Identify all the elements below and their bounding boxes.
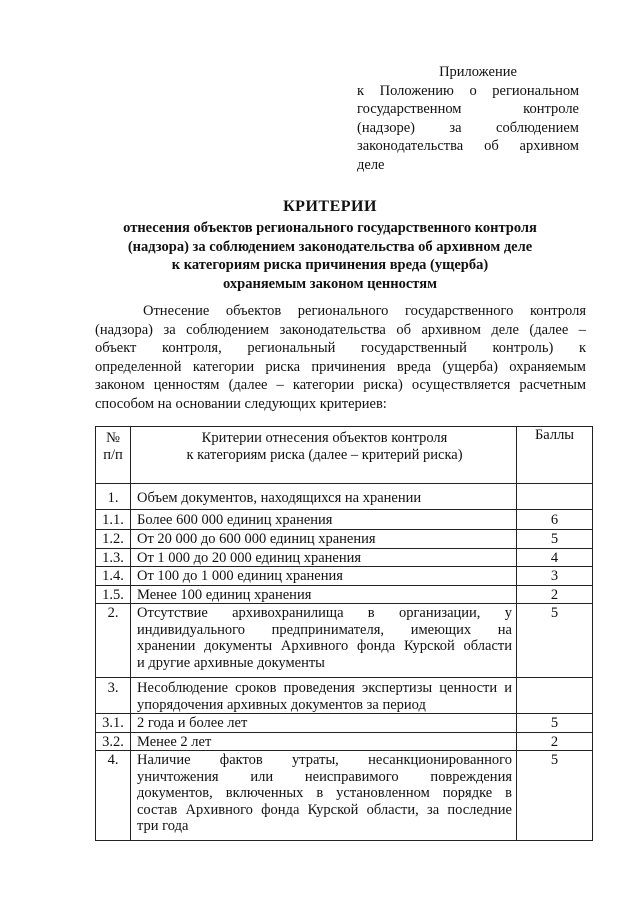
row-number-cell: 1.5. [96,585,131,604]
intro-line: (надзора) за соблюдением законодательства об архивном деле (далее – [95,321,586,338]
row-criteria-cell [131,732,517,751]
row-number-cell: 1. [96,484,131,510]
row-criteria-cell [131,510,517,530]
table-header-row [96,427,593,484]
intro-line: объект контроля, региональный государственный контроль) к [95,340,586,356]
criteria-text-line: упорядочения архивных документов за период [137,696,426,713]
table-row [96,510,593,530]
row-criteria-cell [131,585,517,604]
criteria-text-line: индивидуального предпринимателя, имеющих на [137,621,512,638]
row-points-cell: 6 [517,510,593,530]
title-line: к категориям риска причинения вреда (ущерба) [171,257,489,274]
intro-line: определенной категории риска причинения вреда (ущерба) охраняемым [95,358,586,375]
row-criteria-cell [131,714,517,733]
title-line: охраняемым законом ценностям [223,275,437,292]
appendix-line: государственном контроле [357,101,579,118]
table-row [96,604,593,678]
intro-line: способом на основании следующих критериев: [95,395,387,412]
row-points-cell: 2 [517,585,593,604]
appendix-line: (надзоре) за соблюдением [357,119,579,136]
row-number-cell: 4. [96,751,131,841]
criteria-text-line: Объем документов, находящихся на хранении [137,490,422,506]
title-line: отнесения объектов регионального государственного контроля [123,220,537,237]
row-points-cell: 2 [517,732,593,751]
criteria-text-line: Менее 2 лет [137,733,212,750]
header-num-cell [96,427,131,484]
title-line: (надзора) за соблюдением законодательства об архивном деле [127,238,533,255]
table-row [96,585,593,604]
criteria-text-line: состав Архивного фонда Курской области, за последние [137,801,512,818]
header-num-line: п/п [103,446,123,463]
header-criteria-line: к категориям риска (далее – критерий риска) [186,446,463,463]
criteria-text-line: От 1 000 до 20 000 единиц хранения [137,549,362,566]
criteria-text-line: 2 года и более лет [137,715,248,731]
criteria-text-line: Менее 100 единиц хранения [137,586,312,603]
row-points-cell [517,484,593,510]
criteria-table [95,426,593,841]
appendix-block [357,63,579,175]
intro-line: законом ценностям (далее – категории риска) осуществляется расчетным [95,377,586,393]
row-points-cell: 5 [517,751,593,841]
header-num-line: № [106,430,120,446]
row-criteria-cell [131,678,517,714]
criteria-text-line: Наличие фактов утраты, несанкционированного [137,752,512,768]
row-criteria-cell [131,751,517,841]
row-number-cell: 2. [96,604,131,678]
row-criteria-cell [131,548,517,567]
table-row [96,678,593,714]
row-number-cell: 1.1. [96,510,131,530]
criteria-text-line: От 100 до 1 000 единиц хранения [137,568,343,584]
row-points-cell: 5 [517,530,593,549]
appendix-line: к Положению о региональном [357,82,579,99]
criteria-text-line: хранении документы Архивного фонда Курской области [137,638,512,654]
row-number-cell: 1.4. [96,567,131,586]
row-points-cell [517,678,593,714]
table-row [96,530,593,549]
table-row [96,484,593,510]
table-row [96,732,593,751]
criteria-text-line: документов, включенных в установленном порядке в [137,785,512,801]
header-criteria-cell [131,427,517,484]
header-points-cell: Баллы [517,427,593,484]
row-points-cell: 4 [517,548,593,567]
row-number-cell: 3.2. [96,732,131,751]
table-row [96,567,593,586]
header-criteria-line: Критерии отнесения объектов контроля [201,430,448,446]
row-criteria-cell [131,567,517,586]
row-number-cell: 3. [96,678,131,714]
criteria-text-line: От 20 000 до 600 000 единиц хранения [137,531,376,547]
table-row [96,714,593,733]
table-row [96,548,593,567]
criteria-text-line: уничтожения или неисправимого повреждения [137,768,512,785]
row-criteria-cell [131,604,517,678]
criteria-text-line: Отсутствие архивохранилища в организации, у [137,605,512,621]
document-title [60,198,600,293]
row-number-cell: 3.1. [96,714,131,733]
appendix-heading: Приложение [439,64,517,80]
row-criteria-cell [131,530,517,549]
row-points-cell: 3 [517,567,593,586]
row-points-cell: 5 [517,714,593,733]
row-criteria-cell [131,484,517,510]
criteria-text-line: Более 600 000 единиц хранения [137,512,333,528]
row-number-cell: 1.2. [96,530,131,549]
appendix-line: деле [357,156,385,173]
row-number-cell: 1.3. [96,548,131,567]
appendix-line: законодательства об архивном [357,138,579,155]
criteria-text-line: три года [137,818,189,834]
title-main: КРИТЕРИИ [283,198,377,215]
table-row [96,751,593,841]
intro-paragraph [95,302,586,413]
criteria-text-line: Несоблюдение сроков проведения экспертизы ценности и [137,680,512,696]
row-points-cell: 5 [517,604,593,678]
table-body [96,484,593,841]
intro-line: Отнесение объектов регионального государственного контроля [143,303,586,319]
criteria-text-line: и другие архивные документы [137,654,325,671]
